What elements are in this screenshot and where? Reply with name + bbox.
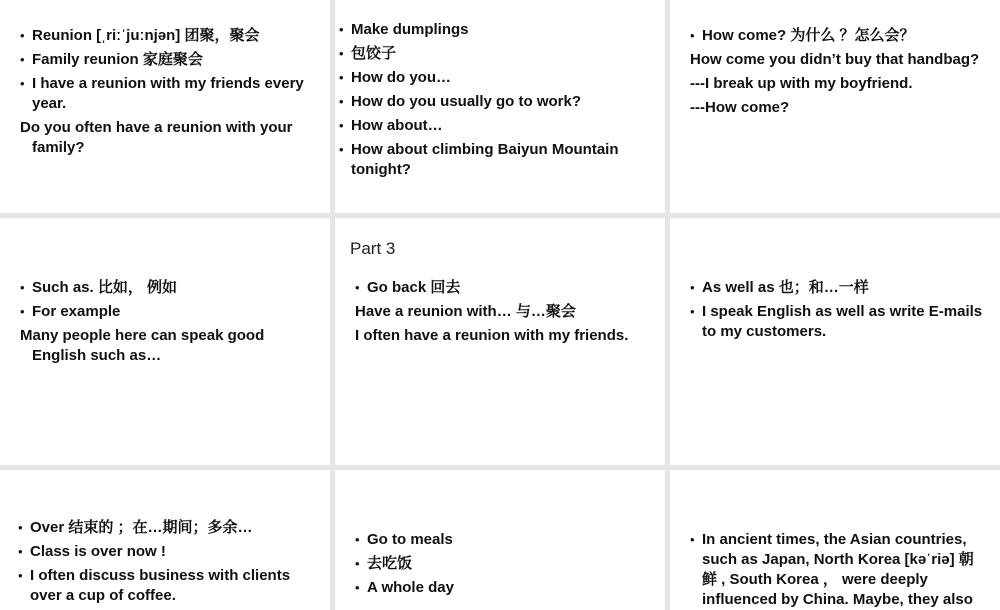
slide-body: [20, 278, 314, 370]
bullet-line: • Family reunion 家庭聚会: [20, 50, 314, 70]
slide-reunion: [0, 0, 330, 213]
text-line: Have a reunion with… 与…聚会: [355, 303, 576, 320]
bullet-line: • For example: [20, 302, 314, 322]
bullet-line: • Go back 回去: [355, 278, 651, 298]
bullet-line: • I often discuss business with clients over a cup of coffee.: [18, 566, 316, 606]
slide-go-to-meals: [335, 470, 665, 610]
slide-part-3: [335, 218, 665, 465]
slide-useful-expressions: [335, 0, 665, 213]
text-line: I often have a reunion with my friends.: [355, 327, 629, 344]
bullet-line: • In ancient times, the Asian countries, such as Japan, North Korea [kəˈriə] 朝鲜 , South Korea ， were deeply influenced by China. Maybe, they also: [690, 530, 980, 610]
slide-ancient-times: [670, 470, 1000, 610]
bullet-line: • As well as 也；和…一样: [690, 278, 986, 298]
slide-such-as: [0, 218, 330, 465]
text-line: ---I break up with my boyfriend.: [690, 75, 913, 92]
slide-body: [355, 530, 651, 602]
bullet-line: • 去吃饭: [355, 554, 651, 574]
bullet-line: • I speak English as well as write E-mails to my customers.: [690, 302, 986, 342]
slide-how-come: [670, 0, 1000, 213]
bullet-line: • 包饺子: [339, 44, 651, 64]
slide-body: [690, 530, 980, 610]
slide-body: [20, 26, 314, 162]
bullet-line: • How about climbing Baiyun Mountain tonight?: [339, 140, 651, 180]
slide-body: [690, 278, 986, 346]
bullet-line: • Over 结束的 ；在…期间；多余…: [18, 518, 316, 538]
bullet-line: • Such as. 比如， 例如: [20, 278, 314, 298]
bullet-line: • How do you usually go to work?: [339, 92, 651, 112]
bullet-line: • How do you…: [339, 68, 651, 88]
bullet-line: • Class is over now !: [18, 542, 316, 562]
slide-over: [0, 470, 330, 610]
bullet-line: • Reunion [ˌriːˈjuːnjən] 团聚，聚会: [20, 26, 314, 46]
slide-body: [18, 518, 316, 610]
text-line: How come you didn’t buy that handbag?: [690, 51, 980, 68]
slide-body: [690, 26, 990, 122]
bullet-line: • Make dumplings: [339, 20, 651, 40]
slide-body: [339, 20, 651, 184]
text-line: ---How come?: [690, 99, 790, 116]
text-line: Do you often have a reunion with your family?: [20, 119, 293, 156]
bullet-line: • How come? 为什么 ？怎么会？: [690, 26, 990, 46]
bullet-line: • I have a reunion with my friends every year.: [20, 74, 314, 114]
slide-body: [355, 278, 651, 350]
slide-as-well-as: [670, 218, 1000, 465]
text-line: Many people here can speak good English such as…: [20, 327, 265, 364]
bullet-line: • How about…: [339, 116, 651, 136]
bullet-line: • Go to meals: [355, 530, 651, 550]
slide-title: Part 3: [350, 239, 396, 258]
bullet-line: • A whole day: [355, 578, 651, 598]
